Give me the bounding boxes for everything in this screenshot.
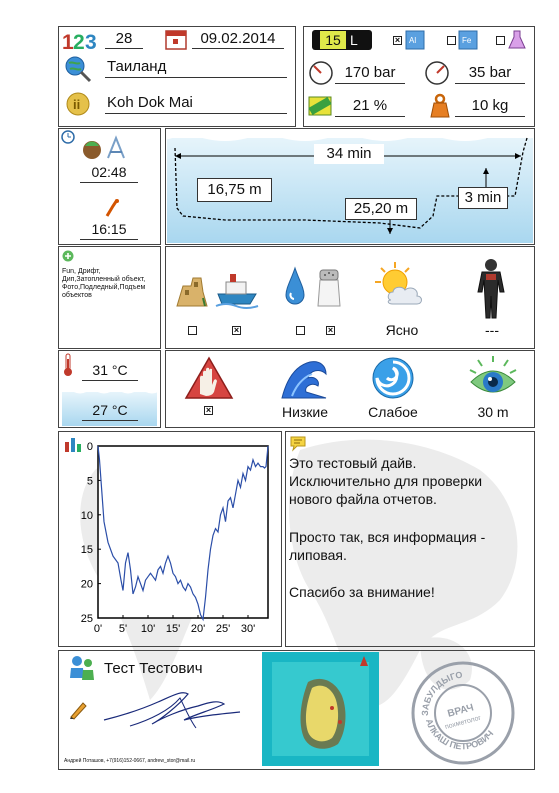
svg-text:1: 1 <box>62 31 74 54</box>
y-tick-label: 25 <box>80 613 93 625</box>
x-tick-label: 25' <box>215 623 231 635</box>
country-field[interactable]: Таиланд <box>105 58 287 78</box>
signature <box>100 680 250 740</box>
waves-icon <box>280 356 330 400</box>
notes-line-2: Исключительно для проверки <box>289 473 483 489</box>
avg-depth: 16,75 m <box>197 178 272 202</box>
suit-label: --- <box>485 322 499 338</box>
weather-label: Ясно <box>385 322 419 338</box>
y-tick-label: 0 <box>86 441 93 453</box>
weight-icon <box>428 93 452 119</box>
fresh-water-icon <box>284 266 306 306</box>
speech-bubble-icon <box>289 435 307 451</box>
weight-value[interactable]: 10 kg <box>455 97 525 117</box>
shore-entry-icon <box>175 268 209 308</box>
salt-water-icon <box>314 262 344 308</box>
weather-sun-cloud-icon <box>373 260 431 308</box>
notes-line-3: нового файла отчетов. <box>289 491 437 507</box>
tank-volume-value: 15 <box>320 31 346 49</box>
svg-text:Fe: Fe <box>462 36 472 45</box>
tank-steel-checkbox[interactable]: × <box>394 35 401 45</box>
svg-text:3: 3 <box>85 31 97 54</box>
stamp-ring-top: ЗАБУЛДЫГО <box>419 669 464 717</box>
location-pin-icon <box>66 92 90 116</box>
max-depth: 25,20 m <box>345 198 417 220</box>
depth-chart <box>58 431 282 647</box>
current-label: Слабое <box>368 404 418 420</box>
y-tick-label: 5 <box>86 475 93 488</box>
safety-stop: 3 min <box>458 187 508 209</box>
salt-checkbox[interactable]: × <box>327 325 334 335</box>
x-tick-label: 5' <box>118 623 128 635</box>
dive-duration: 34 min <box>314 144 384 164</box>
svg-text:ii: ii <box>73 97 81 112</box>
visibility-eye-icon <box>468 354 518 402</box>
clock-icon <box>61 130 75 144</box>
tank-nitrox-checkbox[interactable] <box>496 36 505 45</box>
aluminium-icon <box>405 30 425 50</box>
dive-number-icon <box>62 30 100 52</box>
stamp-center-bottom: похметолог <box>444 714 482 731</box>
entry-time[interactable]: 02:48 <box>80 164 138 183</box>
iron-icon <box>458 30 478 50</box>
buddy-name[interactable]: Тест Тестович <box>104 660 203 677</box>
x-tick-label: 20' <box>190 623 206 635</box>
tank-unit: L <box>350 32 358 48</box>
stamp-center-top: ВРАЧ <box>446 702 475 720</box>
boat-entry-icon <box>216 268 260 308</box>
pressure-gauge-start-icon <box>308 60 334 86</box>
shore-checkbox[interactable] <box>188 326 197 335</box>
waves-label: Низкие <box>281 404 329 420</box>
dive-date[interactable]: 09.02.2014 <box>192 30 284 49</box>
x-tick-label: 0' <box>93 623 103 635</box>
current-icon <box>368 354 418 402</box>
air-temp[interactable]: 31 °C <box>82 362 138 381</box>
pressure-gauge-end-icon <box>424 60 450 86</box>
doctor-stamp <box>408 658 518 768</box>
tank-al-checkbox[interactable] <box>447 36 456 45</box>
water-temp[interactable]: 27 °C <box>82 402 138 421</box>
fresh-checkbox[interactable] <box>296 326 305 335</box>
pen-icon <box>68 700 88 720</box>
thermometer-icon <box>63 353 73 377</box>
danger-icon <box>184 356 234 400</box>
y-tick-label: 10 <box>80 509 93 522</box>
site-field[interactable]: Koh Dok Mai <box>105 94 287 114</box>
danger-checkbox[interactable]: × <box>205 405 212 415</box>
x-tick-label: 30' <box>240 623 256 635</box>
notes-line-6: Спасибо за внимание! <box>289 584 435 600</box>
drysuit-icon <box>474 258 508 320</box>
visibility-label: 30 m <box>477 404 509 420</box>
svg-text:2: 2 <box>73 31 85 54</box>
wave-divider <box>62 388 157 394</box>
plus-icon <box>62 250 74 262</box>
beach-chair-icon <box>80 134 128 162</box>
oxygen-percent[interactable]: 21 % <box>335 97 405 117</box>
flask-icon <box>508 30 526 50</box>
svg-text:Al: Al <box>409 36 417 45</box>
dive-type-list: Fun, Дрифт, Дип,Затопленный объект, Фото,Подледный,Подъем объектов <box>62 268 146 299</box>
stamp-ring-bottom: АЛКАШ ПЕТРОВИЧ <box>423 717 496 752</box>
signature-caption: Андрей Поташов, +7(916)152-0667, andrew_stor@mail.ru <box>64 758 196 764</box>
diver-jump-icon <box>104 198 120 218</box>
calendar-icon <box>165 28 187 50</box>
boat-checkbox[interactable]: × <box>233 325 240 335</box>
dive-number[interactable]: 28 <box>105 30 143 49</box>
chart-plot-area <box>98 446 268 618</box>
island-map <box>262 652 379 766</box>
buddy-icon <box>68 654 96 682</box>
notes-line-5: липовая. <box>289 547 347 563</box>
exit-time[interactable]: 16:15 <box>80 221 138 240</box>
globe-search-icon <box>64 55 92 83</box>
x-tick-label: 10' <box>140 623 156 635</box>
x-tick-label: 15' <box>165 623 181 635</box>
pressure-end[interactable]: 35 bar <box>455 64 525 84</box>
pressure-start[interactable]: 170 bar <box>335 64 405 84</box>
y-tick-label: 20 <box>80 578 93 591</box>
nitrox-sticker-icon <box>308 94 332 118</box>
notes-line-4: Просто так, вся информация - <box>289 529 486 545</box>
notes-line-1: Это тестовый дайв. <box>289 455 417 471</box>
y-tick-label: 15 <box>80 544 93 557</box>
